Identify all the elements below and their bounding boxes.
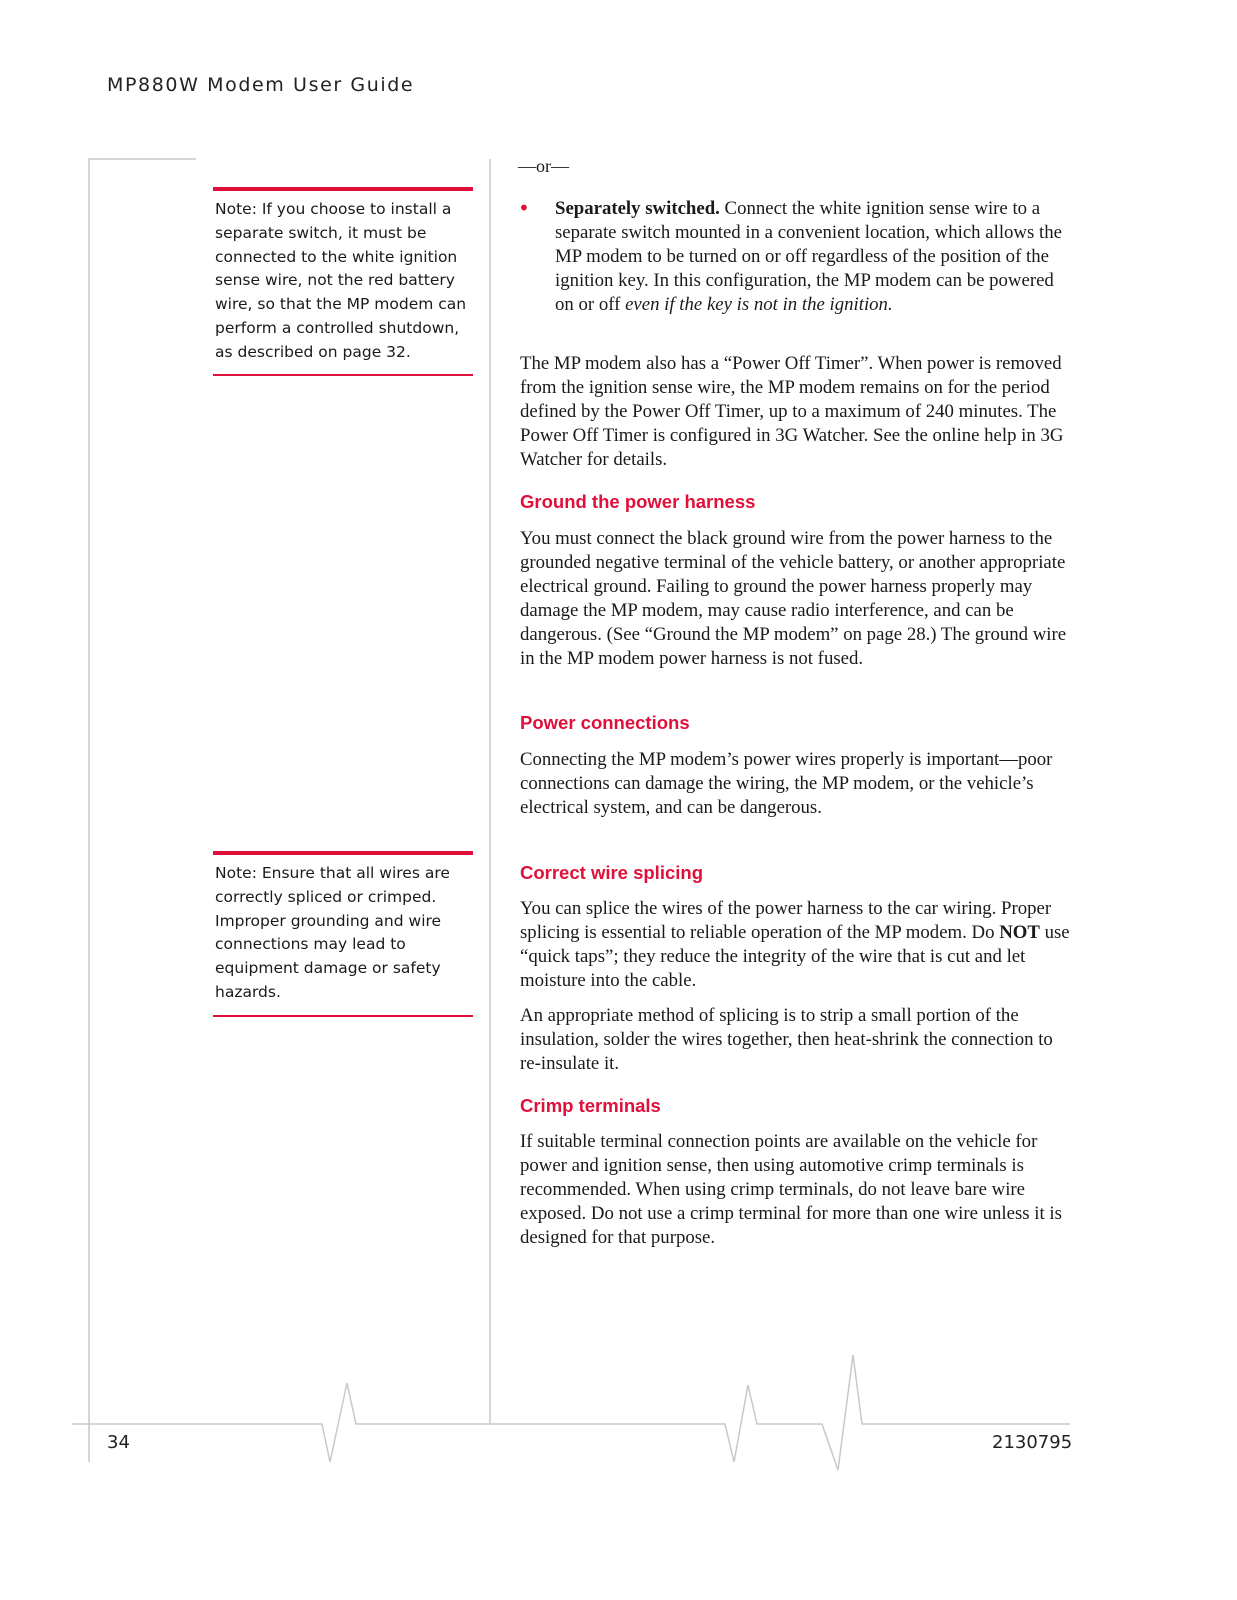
- heading-power-connections: Power connections: [520, 712, 690, 733]
- paragraph-power-off-timer: The MP modem also has a “Power Off Timer”. When power is removed from the ignition sense wire, the MP modem remains on for the period defined by the Power Off Timer, up to a maximum of 240 minutes. The Power Off Timer is configured in 3G Watcher. See the online help in 3G Watcher for details.: [520, 353, 1064, 470]
- bullet-body: Connect the white ignition sense wire to a separate switch mounted in a convenient location, which allows the MP modem to be turned on or off regardless of the position of the ignition key. In this configuration, the MP modem can be powered on or off: [555, 198, 1062, 315]
- heading-wire-splicing: Correct wire splicing: [520, 862, 703, 883]
- note-wires: Note: Ensure that all wires are correctly spliced or crimped. Improper grounding and wire connections may lead to equipment damage or safety hazards.: [215, 864, 450, 1001]
- bullet-separately-switched: [555, 197, 1070, 317]
- paragraph-crimp: If suitable terminal connection points are available on the vehicle for power and ignition sense, then using automotive crimp terminals is recommended. When using crimp terminals, do not leave bare wire exposed. Do not use a crimp terminal for more than one wire unless it is designed for that purpose.: [520, 1131, 1062, 1248]
- splice-text-a: You can splice the wires of the power harness to the car wiring. Proper splicing is essential to reliable operation of the MP modem. Do: [520, 898, 1052, 943]
- document-number: 2130795: [992, 1432, 1073, 1453]
- or-separator: —or—: [518, 156, 569, 176]
- running-header: MP880W Modem User Guide: [107, 74, 415, 96]
- page-number: 34: [107, 1432, 130, 1453]
- splice-text-b: use “quick taps”; they reduce the integrity of the wire that is cut and let moisture into the cable.: [520, 922, 1070, 991]
- bullet-lead: Separately switched.: [555, 198, 720, 219]
- heading-ground: Ground the power harness: [520, 491, 756, 512]
- paragraph-splicing-1: [520, 897, 1073, 993]
- paragraph-power-connections: Connecting the MP modem’s power wires properly is important—poor connections can damage the wiring, the MP modem, or the vehicle’s electrical system, and can be dangerous.: [520, 749, 1053, 818]
- note-switch: Note: If you choose to install a separate switch, it must be connected to the white ignition sense wire, not the red battery wire, so that the MP modem can perform a controlled shutdown, as described on page 32.: [215, 200, 467, 361]
- paragraph-ground: You must connect the black ground wire from the power harness to the grounded negative terminal of the vehicle battery, or another appropriate electrical ground. Failing to ground the power harness properly may damage the MP modem, may cause radio interference, and can be dangerous. (See “Ground the MP modem” on page 28.) The ground wire in the MP modem power harness is not fused.: [520, 528, 1067, 669]
- splice-not: NOT: [999, 922, 1040, 943]
- heading-crimp-terminals: Crimp terminals: [520, 1095, 661, 1116]
- note-rule-top: [213, 187, 473, 191]
- paragraph-splicing-2: An appropriate method of splicing is to strip a small portion of the insulation, solder the wires together, then heat-shrink the connection to re-insulate it.: [520, 1005, 1053, 1074]
- heartbeat-line: [72, 1355, 1073, 1470]
- bullet-italic: even if the key is not in the ignition.: [625, 294, 893, 315]
- note-rule-bottom: [213, 1015, 473, 1017]
- note-rule-bottom: [213, 374, 473, 376]
- bullet-icon: •: [518, 196, 530, 220]
- note-rule-top: [213, 851, 473, 855]
